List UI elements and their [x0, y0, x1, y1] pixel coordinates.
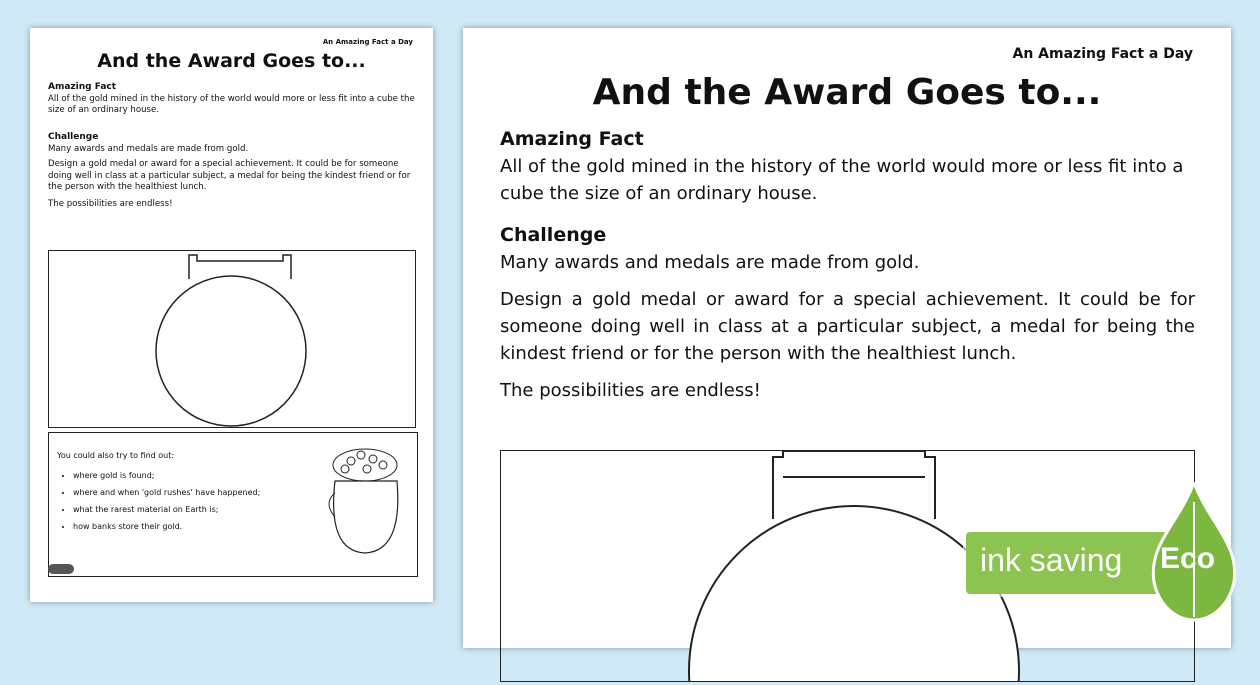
challenge-text: Many awards and medals are made from gold. — [48, 143, 249, 154]
possibilities-text: The possibilities are endless! — [500, 380, 761, 401]
medal-drawing-box — [48, 250, 416, 428]
ink-saving-label: ink saving — [980, 542, 1123, 578]
design-text: Design a gold medal or award for a special achievement. It could be for someone doing well in class at a particular subject, a medal for being the kindest friend or for the person with the healthiest lunch. — [48, 159, 411, 192]
brand-logo — [48, 564, 74, 574]
challenge-section — [48, 132, 416, 210]
page-title: And the Award Goes to... — [592, 72, 1102, 113]
medal-icon — [49, 251, 415, 427]
challenge-section — [500, 222, 1195, 404]
list-item: • where and when 'gold rushes' have happened; — [73, 488, 260, 497]
worksheet-thumbnail — [30, 28, 433, 602]
find-out-box — [48, 432, 418, 577]
header-text: An Amazing Fact a Day — [322, 38, 413, 46]
list-item: • how banks store their gold. — [73, 522, 260, 531]
fact-text: All of the gold mined in the history of the world would more or less fit into a cube the size of an ordinary house. — [48, 93, 415, 115]
page-title: And the Award Goes to... — [97, 50, 366, 72]
challenge-heading: Challenge — [500, 224, 607, 246]
challenge-heading: Challenge — [48, 132, 99, 142]
fact-heading: Amazing Fact — [48, 82, 117, 92]
possibilities-text: The possibilities are endless! — [48, 198, 173, 209]
find-out-intro: You could also try to find out: — [57, 451, 175, 460]
list-item: • where gold is found; — [73, 471, 260, 480]
amazing-fact-section — [48, 82, 416, 117]
list-item: • what the rarest material on Earth is; — [73, 505, 260, 514]
header-text: An Amazing Fact a Day — [1012, 46, 1193, 62]
challenge-text: Many awards and medals are made from gold. — [500, 252, 920, 273]
fact-heading: Amazing Fact — [500, 128, 644, 150]
amazing-fact-section — [500, 126, 1195, 207]
find-out-list — [57, 471, 260, 539]
design-text: Design a gold medal or award for a special achievement. It could be for someone doing well in class at a particular subject, a medal for being the kindest friend or for the person with the healthiest lunch. — [500, 289, 1195, 364]
pot-of-gold-icon — [323, 441, 407, 559]
fact-text: All of the gold mined in the history of the world would more or less fit into a cube the size of an ordinary house. — [500, 156, 1184, 204]
eco-label: Eco — [1160, 542, 1216, 575]
